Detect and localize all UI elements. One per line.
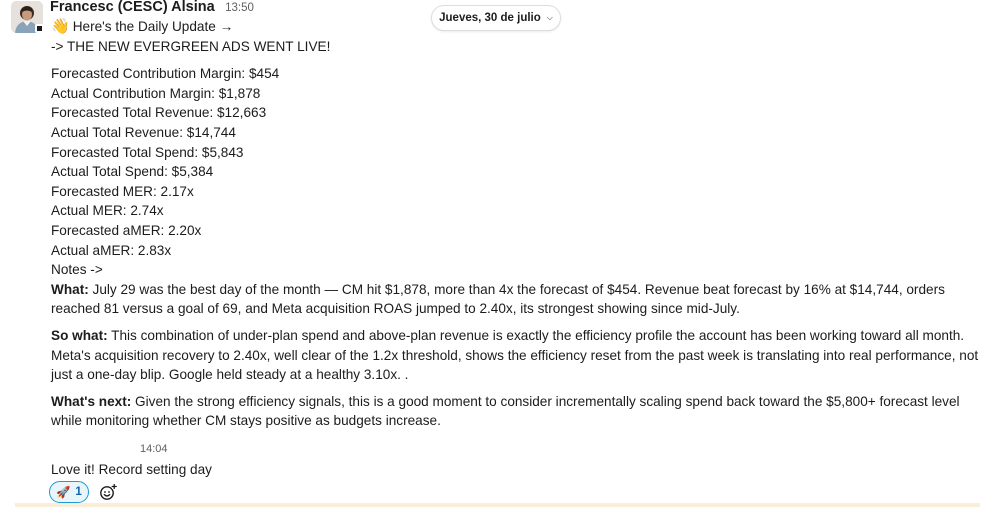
date-label: Jueves, 30 de julio — [439, 12, 541, 24]
daily-update-text: Here's the Daily Update → — [72, 19, 234, 34]
paragraph-label: So what: — [51, 327, 108, 343]
add-reaction-icon — [99, 483, 117, 501]
author-name[interactable]: Francesc (CESC) Alsina — [50, 0, 215, 15]
rocket-reaction-button[interactable] — [49, 481, 89, 503]
notes-paragraph-so-what — [51, 326, 986, 385]
metric-line: Forecasted Total Revenue: $12,663 — [51, 105, 267, 121]
metric-line: Forecasted Total Spend: $5,843 — [51, 144, 244, 160]
chevron-down-icon: ⌵ — [546, 13, 553, 22]
metric-line: Actual Total Revenue: $14,744 — [51, 124, 236, 140]
notes-paragraph-what — [51, 280, 986, 319]
metric-line: Actual MER: 2.74x — [51, 203, 164, 219]
daily-update-line — [51, 17, 986, 37]
presence-status-icon — [35, 24, 44, 33]
metric-line: Forecasted MER: 2.17x — [51, 183, 194, 199]
composer-edge — [15, 503, 980, 507]
add-reaction-button[interactable] — [95, 481, 121, 503]
waving-hand-icon: 👋 — [51, 18, 70, 35]
metric-line: Forecasted Contribution Margin: $454 — [51, 66, 280, 82]
paragraph-text: July 29 was the best day of the month — CM hit $1,878, more than 4x the forecast of $454. Revenue beat forecast by 16% at $14,744, orders reached 81 versus a goal of 69, and Meta acquisition ROAS jumped to 2.40x, its strongest showing since mid-July. — [51, 281, 945, 317]
rocket-icon: 🚀 — [56, 487, 71, 499]
announcement-line: -> THE NEW EVERGREEN ADS WENT LIVE! — [51, 38, 331, 54]
message-timestamp[interactable]: 13:50 — [225, 2, 254, 14]
metric-line: Actual Contribution Margin: $1,878 — [51, 85, 261, 101]
paragraph-text: Given the strong efficiency signals, this is a good moment to consider incrementally scaling spend back toward the $5,800+ forecast level while monitoring whether CM stays positive as budgets increase. — [51, 393, 960, 429]
metric-line: Actual aMER: 2.83x — [51, 242, 172, 258]
metric-line: Forecasted aMER: 2.20x — [51, 222, 202, 238]
notes-label: Notes -> — [51, 262, 103, 278]
paragraph-label: What's next: — [51, 393, 132, 409]
paragraph-label: What: — [51, 281, 89, 297]
reactions-bar — [49, 481, 121, 503]
spacer — [51, 56, 986, 64]
message-body — [51, 17, 986, 438]
notes-paragraph-whats-next — [51, 392, 986, 431]
metric-line: Actual Total Spend: $5,384 — [51, 164, 214, 180]
reaction-count: 1 — [75, 486, 82, 498]
reply-timestamp[interactable]: 14:04 — [140, 443, 168, 455]
paragraph-text: This combination of under-plan spend and above-plan revenue is exactly the efficiency profile the account has been working toward all month. Meta's acquisition recovery to 2.40x, well clear of the 1.2x threshold, shows the efficiency reset from the past week is translating into real performance, not just a one-day blip. Google held steady at a healthy 3.10x. . — [51, 327, 979, 383]
message-header — [50, 0, 254, 16]
reply-message-text: Love it! Record setting day — [51, 462, 212, 477]
